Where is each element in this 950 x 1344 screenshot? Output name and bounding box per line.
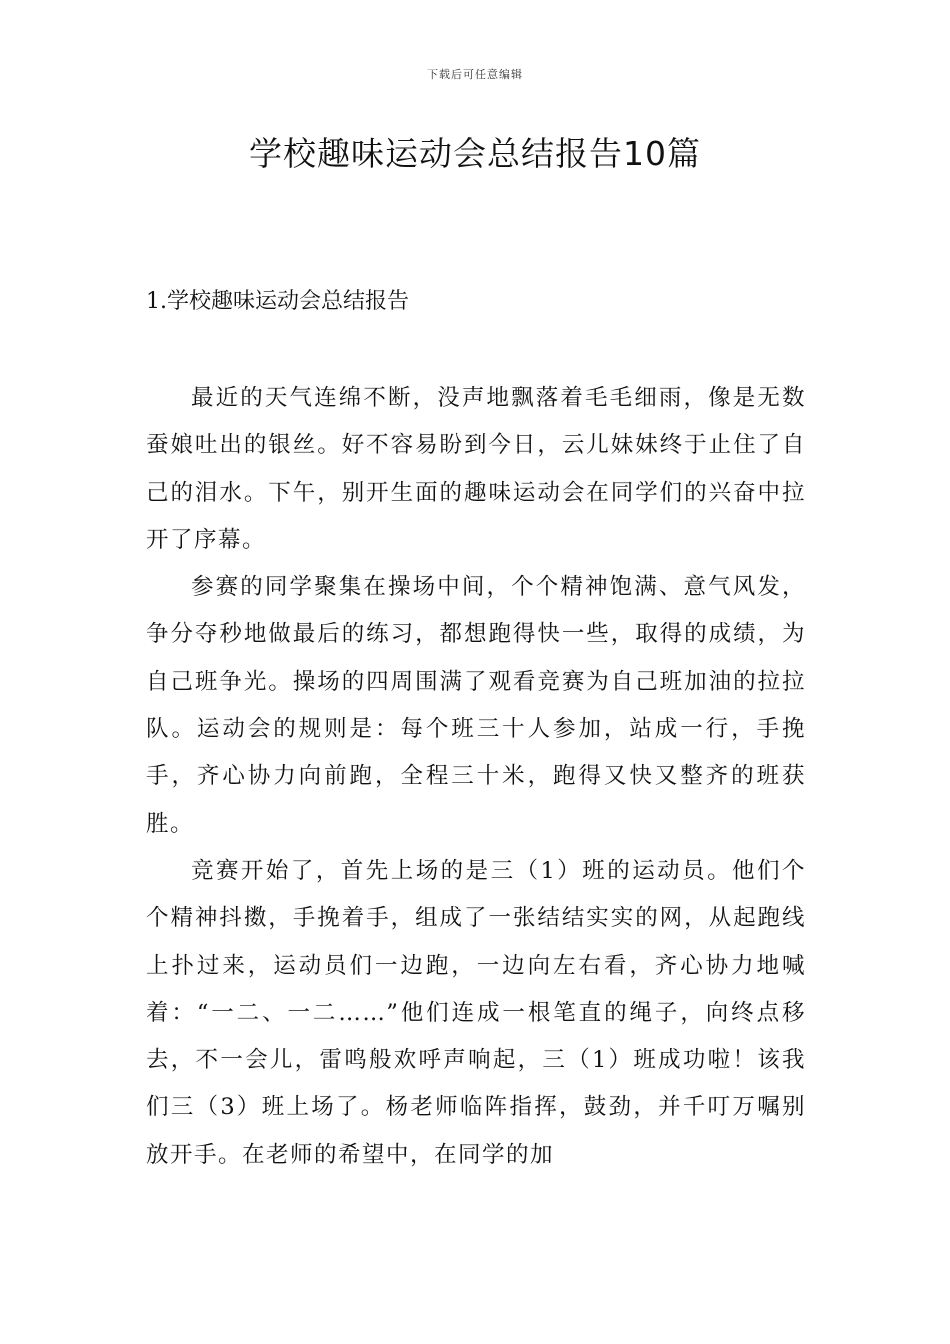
section-heading: 1.学校趣味运动会总结报告: [146, 289, 409, 314]
body-paragraph: 竞赛开始了，首先上场的是三（1）班的运动员。他们个个精神抖擞，手挽着手，组成了一张结结实实的网，从起跑线上扑过来，运动员们一边跑，一边向左右看，齐心协力地喊着：“一二、一二……”他们连成一根笔直的绳子，向终点移去，不一会儿，雷鸣般欢呼声响起，三（1）班成功啦！该我们三（3）班上场了。杨老师临阵指挥，鼓劲，并千叮万嘱别放开手。在老师的希望中，在同学的加: [146, 857, 806, 1168]
document-body: [146, 375, 806, 1179]
page-header-note: 下载后可任意编辑: [427, 68, 523, 81]
body-paragraph: 参赛的同学聚集在操场中间，个个精神饱满、意气风发，争分夺秒地做最后的练习，都想跑得快一些，取得的成绩，为自己班争光。操场的四周围满了观看竞赛为自己班加油的拉拉队。运动会的规则是：每个班三十人参加，站成一行，手挽手，齐心协力向前跑，全程三十米，跑得又快又整齐的班获胜。: [146, 574, 806, 837]
document-title: 学校趣味运动会总结报告10篇: [249, 134, 701, 173]
body-paragraph: 最近的天气连绵不断，没声地飘落着毛毛细雨，像是无数蚕娘吐出的银丝。好不容易盼到今日，云儿妹妹终于止住了自己的泪水。下午，别开生面的趣味运动会在同学们的兴奋中拉开了序幕。: [146, 385, 806, 553]
